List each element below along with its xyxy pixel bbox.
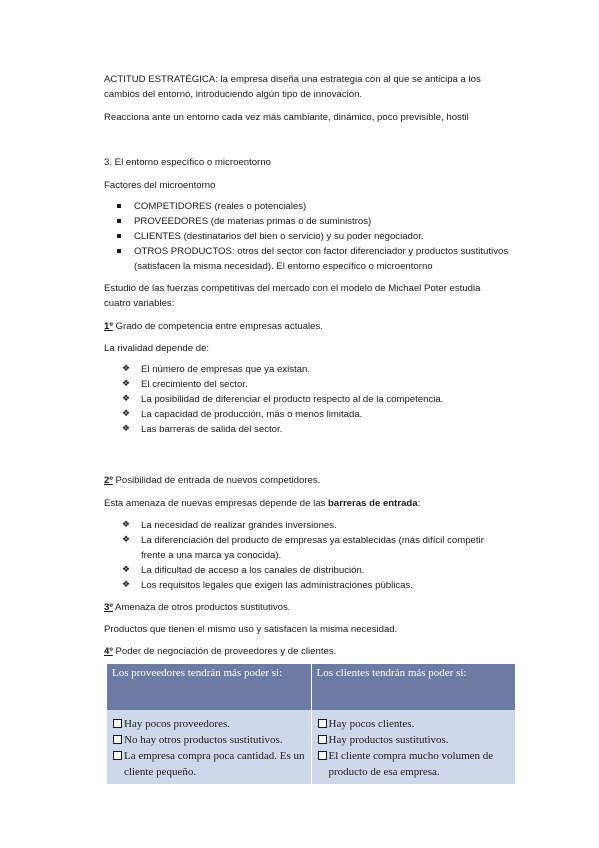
list-item: ❖ La necesidad de realizar grandes inversiones. [124,518,510,533]
section-3-heading: 3. El entorno específico o microentorno [104,157,271,168]
strategic-attitude-line1: ACTITUD ESTRATÉGICA: la empresa diseña una estrategia con al que se anticipa a los [104,74,481,85]
entry-threat-intro-colon: : [417,498,421,509]
list-item: ❖ Las barreras de salida del sector. [124,422,514,437]
suppliers-power-header: Los proveedores tendrán más poder si: [107,664,311,710]
force-4-title: Poder de negociación de proveedores y de clientes. [112,646,337,657]
list-item: ❖ El número de empresas que ya existan. [124,362,514,377]
list-item: CLIENTES (destinatarios del bien o servicio) y su poder negociador. [117,229,517,244]
force-2-title: Posibilidad de entrada de nuevos competidores. [112,475,321,486]
clients-power-header: Los clientes tendrán más poder si: [311,664,515,710]
microenvironment-factors-title: Factores del microentorno [104,180,216,191]
list-item: COMPETIDORES (reales o potenciales) [117,199,517,214]
list-item: ❖ La capacidad de producción, más o menos limitada. [124,407,514,422]
list-item: ❖ El crecimiento del sector. [124,377,514,392]
entry-barriers-list [124,518,510,593]
list-item: PROVEEDORES (de materias primas o de suministros) [117,214,517,229]
substitutes-description: Productos que tienen el mismo uso y satisfacen la misma necesidad. [104,624,398,635]
force-3-heading [104,600,290,615]
strategic-attitude-line2: cambios del entorno, introduciendo algún tipo de innovación. [104,89,363,100]
table-row [107,710,515,784]
table-header-row [107,664,515,710]
checkbox-item: Hay pocos clientes. [317,716,511,732]
factors-list [117,199,517,274]
checkbox-item: Hay productos sustitutivos. [317,732,511,748]
rivalry-intro: La rivalidad depende de: [104,343,210,354]
force-1-heading [104,319,323,334]
entry-threat-intro-text: Esta amenaza de nuevas empresas depende de las [104,498,329,509]
checkbox-item: La empresa compra poca cantidad. Es un cliente pequeño. [112,748,306,780]
checkbox-item: Hay pocos proveedores. [112,716,306,732]
checkbox-item: No hay otros productos sustitutivos. [112,732,306,748]
force-3-title: Amenaza de otros productos sustitutivos. [112,602,291,613]
list-item: ❖ La diferenciación del producto de empresas ya establecidas (más difícil competir frente a una marca ya conocida). [124,533,510,563]
force-4-number: 4º [104,646,113,657]
suppliers-power-cell [107,710,311,784]
force-1-number: 1º [104,321,113,332]
checkbox-item: El cliente compra mucho volumen de producto de esa empresa. [317,748,511,780]
list-item: ❖ La dificultad de acceso a los canales de distribución. [124,563,510,578]
porter-study-paragraph: Estudio de las fuerzas competitivas del mercado con el modelo de Michael Poter estudia cuatro variables: [104,283,481,309]
entry-threat-intro [104,496,420,511]
list-item: ❖ La posibilidad de diferenciar el producto respecto al de la competencia. [124,392,514,407]
force-3-number: 3º [104,602,113,613]
force-2-number: 2º [104,475,113,486]
clients-power-cell [311,710,515,784]
reaction-paragraph: Reacciona ante un entorno cada vez más cambiante, dinámico, poco previsible, hostil [104,112,469,123]
rivalry-list [124,362,514,437]
list-item: ❖ Los requisitos legales que exigen las administraciones públicas. [124,578,510,593]
force-1-title: Grado de competencia entre empresas actuales. [112,321,323,332]
bargaining-power-table [107,664,515,784]
force-4-heading [104,644,336,659]
entry-barriers-term: barreras de entrada [328,498,418,509]
list-item: OTROS PRODUCTOS: otros del sector con factor diferenciador y productos sustitutivos (satisfacen la misma necesidad). El entorno específico o microentorno [117,244,517,274]
force-2-heading [104,473,320,488]
